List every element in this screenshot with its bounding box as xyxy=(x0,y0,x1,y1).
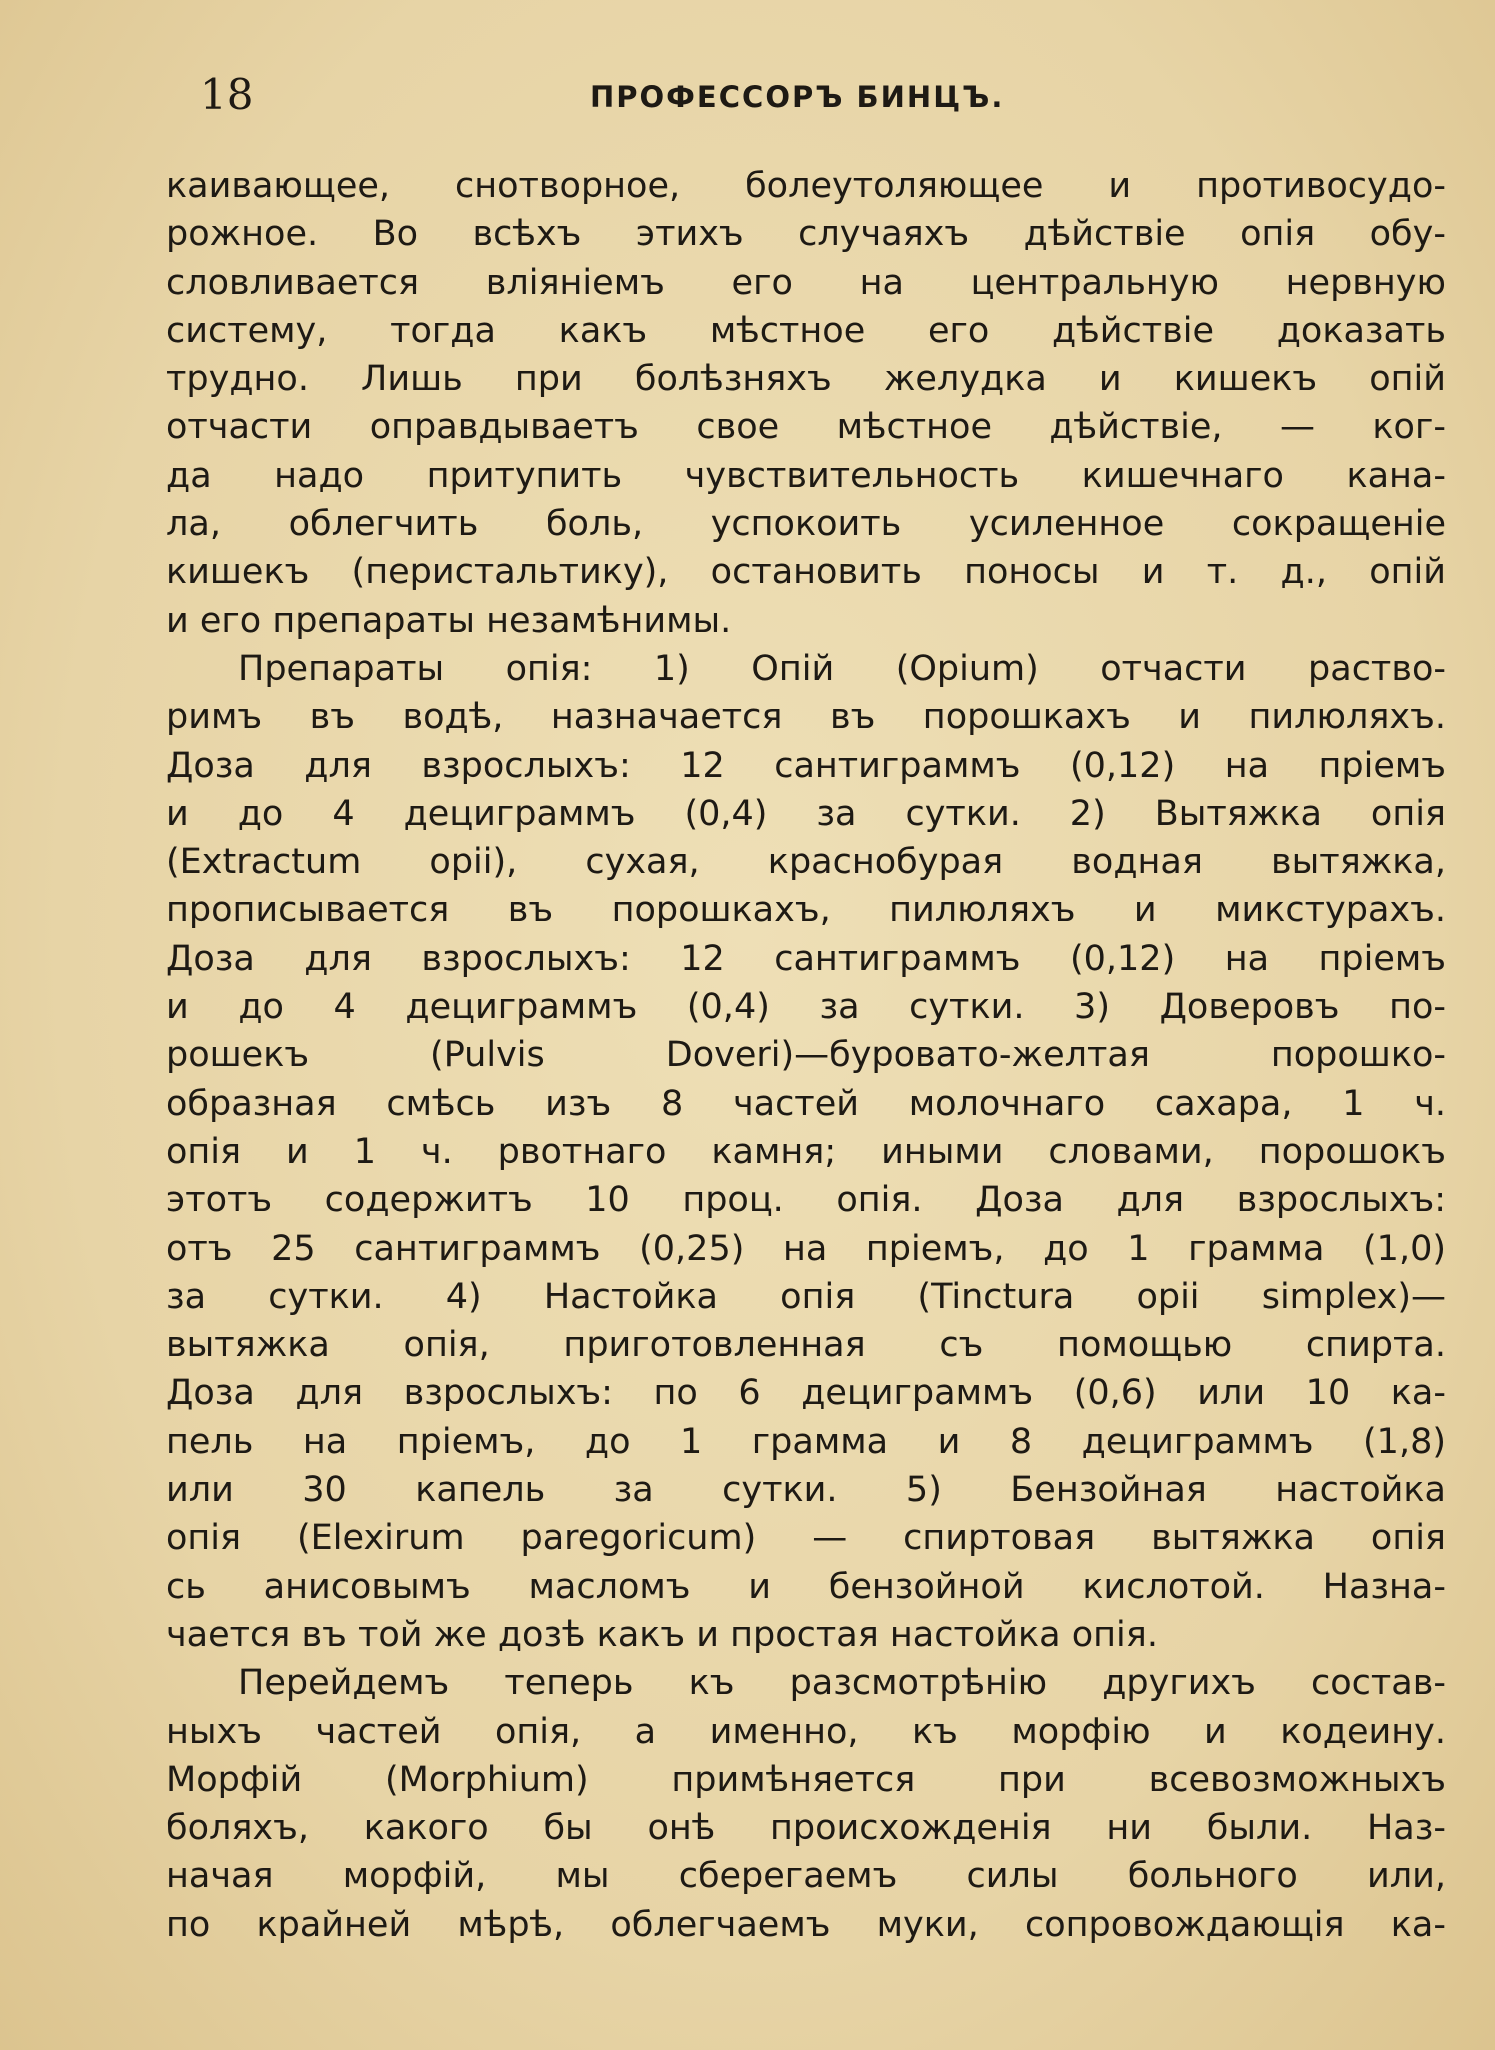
text-line: или 30 капель за сутки. 5) Бензойная настойка xyxy=(166,1470,1446,1511)
text-line: опія (Elexirum paregoricum) — спиртовая вытяжка опія xyxy=(166,1518,1446,1559)
text-line: вытяжка опія, приготовленная съ помощью спирта. xyxy=(166,1325,1446,1366)
text-line: отъ 25 сантиграммъ (0,25) на пріемъ, до 1 грамма (1,0) xyxy=(166,1228,1446,1269)
text-line: опія и 1 ч. рвотнаго камня; иными словами, порошокъ xyxy=(166,1131,1446,1172)
text-line: Доза для взрослыхъ: 12 сантиграммъ (0,12) на пріемъ xyxy=(166,938,1446,979)
text-line: отчасти оправдываетъ свое мѣстное дѣйствіе, — ког- xyxy=(166,407,1446,448)
text-line: сь анисовымъ масломъ и бензойной кислотой. Назна- xyxy=(166,1566,1446,1607)
body-text xyxy=(166,162,1446,1949)
text-line: рожное. Во всѣхъ этихъ случаяхъ дѣйствіе опія обу- xyxy=(166,214,1446,255)
text-line: систему, тогда какъ мѣстное его дѣйствіе доказать xyxy=(166,310,1446,351)
text-line: за сутки. 4) Настойка опія (Tinctura opii simplex)— xyxy=(166,1276,1446,1317)
text-line: этотъ содержитъ 10 проц. опія. Доза для взрослыхъ: xyxy=(166,1180,1446,1221)
text-line: Перейдемъ теперь къ разсмотрѣнію другихъ состав- xyxy=(238,1663,1446,1704)
text-line: ныхъ частей опія, а именно, къ морфію и кодеину. xyxy=(166,1711,1446,1752)
text-line: и до 4 дециграммъ (0,4) за сутки. 2) Вытяжка опія xyxy=(166,793,1446,834)
text-line: образная смѣсь изъ 8 частей молочнаго сахара, 1 ч. xyxy=(166,1083,1446,1124)
text-line: Морфій (Morphium) примѣняется при всевозможныхъ xyxy=(166,1759,1446,1800)
paragraph-2 xyxy=(166,645,1446,1659)
page-header xyxy=(200,70,1440,130)
text-line: словливается вліяніемъ его на центральную нервную xyxy=(166,262,1446,303)
text-line: пель на пріемъ, до 1 грамма и 8 дециграммъ (1,8) xyxy=(166,1421,1446,1462)
text-line: каивающее, снотворное, болеутоляющее и противосудо- xyxy=(166,166,1446,206)
text-line: и до 4 дециграммъ (0,4) за сутки. 3) Доверовъ по- xyxy=(166,987,1446,1028)
running-head: ПРОФЕССОРЪ БИНЦЪ. xyxy=(590,80,1005,114)
text-line: начая морфій, мы сберегаемъ силы больного или, xyxy=(166,1856,1446,1897)
text-line: прописывается въ порошкахъ, пилюляхъ и микстурахъ. xyxy=(166,890,1446,931)
text-line: кишекъ (перистальтику), остановить поносы и т. д., опій xyxy=(166,552,1446,593)
paragraph-1 xyxy=(166,162,1446,645)
text-line: рошекъ (Pulvis Doveri)—буровато-желтая порошко- xyxy=(166,1035,1446,1076)
paragraph-3 xyxy=(166,1659,1446,1949)
text-line: по крайней мѣрѣ, облегчаемъ муки, сопровождающія ка- xyxy=(166,1904,1446,1945)
text-line: Доза для взрослыхъ: по 6 дециграммъ (0,6) или 10 ка- xyxy=(166,1373,1446,1414)
text-line: Препараты опія: 1) Опій (Opium) отчасти раство- xyxy=(238,648,1446,689)
text-line: да надо притупить чувствительность кишечнаго кана- xyxy=(166,455,1446,496)
text-line: и его препараты незамѣнимы. xyxy=(166,600,732,641)
page-number: 18 xyxy=(200,70,254,119)
text-line: трудно. Лишь при болѣзняхъ желудка и кишекъ опій xyxy=(166,359,1446,400)
text-line: ла, облегчить боль, успокоить усиленное сокращеніе xyxy=(166,504,1446,545)
text-line: римъ въ водѣ, назначается въ порошкахъ и пилюляхъ. xyxy=(166,697,1446,738)
text-line: чается въ той же дозѣ какъ и простая настойка опія. xyxy=(166,1614,1158,1655)
text-line: боляхъ, какого бы онѣ происхожденія ни были. Наз- xyxy=(166,1808,1446,1849)
text-line: Доза для взрослыхъ: 12 сантиграммъ (0,12) на пріемъ xyxy=(166,745,1446,786)
text-line: (Extractum opii), сухая, краснобурая водная вытяжка, xyxy=(166,842,1446,883)
